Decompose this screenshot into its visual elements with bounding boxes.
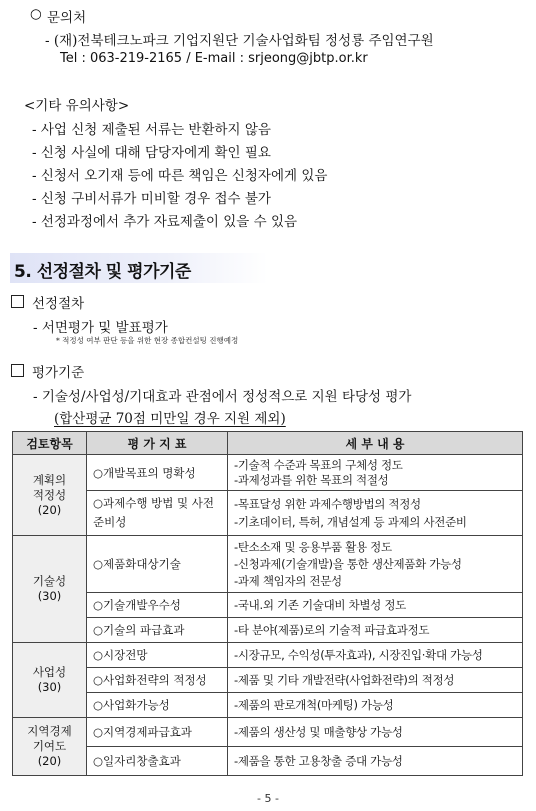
category-cell: 기술성 (30)	[13, 536, 87, 643]
column-header: 평 가 지 표	[87, 432, 228, 455]
indicator-cell: ○지역경제파급효과	[87, 718, 228, 747]
notes-heading: <기타 유의사항>	[24, 98, 130, 114]
detail-cell: -제품 및 기타 개발전략(사업화전략)의 적정성	[228, 668, 523, 693]
table-row	[13, 643, 523, 668]
procedure-heading: 선정절차	[32, 296, 85, 312]
indicator-cell: ○기술개발우수성	[87, 593, 228, 618]
indicator-cell: ○과제수행 방법 및 사전준비성	[87, 491, 228, 536]
indicator-cell: ○사업화가능성	[87, 693, 228, 718]
contact-heading: 문의처	[47, 10, 87, 26]
criteria-item: - 기술성/사업성/기대효과 관점에서 정성적으로 지원 타당성 평가	[33, 389, 412, 405]
detail-cell: -타 분야(제품)로의 기술적 파급효과정도	[228, 618, 523, 643]
criteria-note: (합산평균 70점 미만일 경우 지원 제외)	[54, 411, 286, 427]
contact-org: - (재)전북테크노파크 기업지원단 기술사업화팀 정성룡 주임연구원	[45, 33, 434, 49]
table-row	[13, 718, 523, 747]
category-cell: 계획의 적정성 (20)	[13, 455, 87, 536]
detail-cell: -목표달성 위한 과제수행방법의 적정성 -기초데이터, 특허, 개념설계 등 과제의 사전준비	[228, 491, 523, 536]
procedure-note: * 적정성 여부 판단 등을 위한 현장 종합컨설팅 진행예정	[56, 336, 239, 345]
column-header: 세 부 내 용	[228, 432, 523, 455]
indicator-cell: ○일자리창출효과	[87, 747, 228, 776]
category-cell: 사업성 (30)	[13, 643, 87, 718]
criteria-heading: 평가기준	[32, 365, 85, 381]
detail-cell: -제품의 판로개척(마케팅) 가능성	[228, 693, 523, 718]
table-row	[13, 455, 523, 491]
indicator-cell: ○개발목표의 명확성	[87, 455, 228, 491]
detail-cell: -시장규모, 수익성(투자효과), 시장진입·확대 가능성	[228, 643, 523, 668]
section-title: 5. 선정절차 및 평가기준	[14, 262, 191, 282]
table-row	[13, 491, 523, 536]
notes-item: - 신청 사실에 대해 담당자에게 확인 필요	[32, 145, 271, 161]
detail-cell: -기술적 수준과 목표의 구체성 정도 -과제성과를 위한 목표의 적절성	[228, 455, 523, 491]
evaluation-table	[12, 431, 523, 776]
indicator-cell: ○사업화전략의 적정성	[87, 668, 228, 693]
table-row	[13, 747, 523, 776]
detail-cell: -제품의 생산성 및 매출향상 가능성	[228, 718, 523, 747]
contact-tel-email: Tel : 063-219-2165 / E-mail : srjeong@jbtp.or.kr	[60, 51, 368, 66]
checkbox-square-icon	[11, 364, 24, 377]
column-header: 검토항목	[13, 432, 87, 455]
notes-item: - 신청서 오기재 등에 따른 책임은 신청자에게 있음	[32, 168, 328, 184]
table-header-row	[13, 432, 523, 455]
table-row	[13, 618, 523, 643]
checkbox-square-icon	[11, 295, 24, 308]
notes-item: - 선정과정에서 추가 자료제출이 있을 수 있음	[32, 214, 298, 230]
table-row	[13, 593, 523, 618]
contact-bullet: ○	[30, 6, 42, 22]
indicator-cell: ○제품화대상기술	[87, 536, 228, 593]
table-row	[13, 668, 523, 693]
indicator-cell: ○기술의 파급효과	[87, 618, 228, 643]
detail-cell: -국내.외 기존 기술대비 차별성 정도	[228, 593, 523, 618]
detail-cell: -제품을 통한 고용창출 증대 가능성	[228, 747, 523, 776]
category-cell: 지역경제 기여도 (20)	[13, 718, 87, 776]
notes-item: - 신청 구비서류가 미비할 경우 접수 불가	[32, 191, 271, 207]
table-row	[13, 536, 523, 593]
table-row	[13, 693, 523, 718]
notes-item: - 사업 신청 제출된 서류는 반환하지 않음	[32, 122, 271, 138]
indicator-cell: ○시장전망	[87, 643, 228, 668]
procedure-item: - 서면평가 및 발표평가	[33, 320, 168, 336]
page-number: - 5 -	[257, 792, 279, 805]
detail-cell: -탄소소재 및 응용부품 활용 정도 -신청과제(기술개발)을 통한 생산제품화 가능성 -과제 책임자의 전문성	[228, 536, 523, 593]
